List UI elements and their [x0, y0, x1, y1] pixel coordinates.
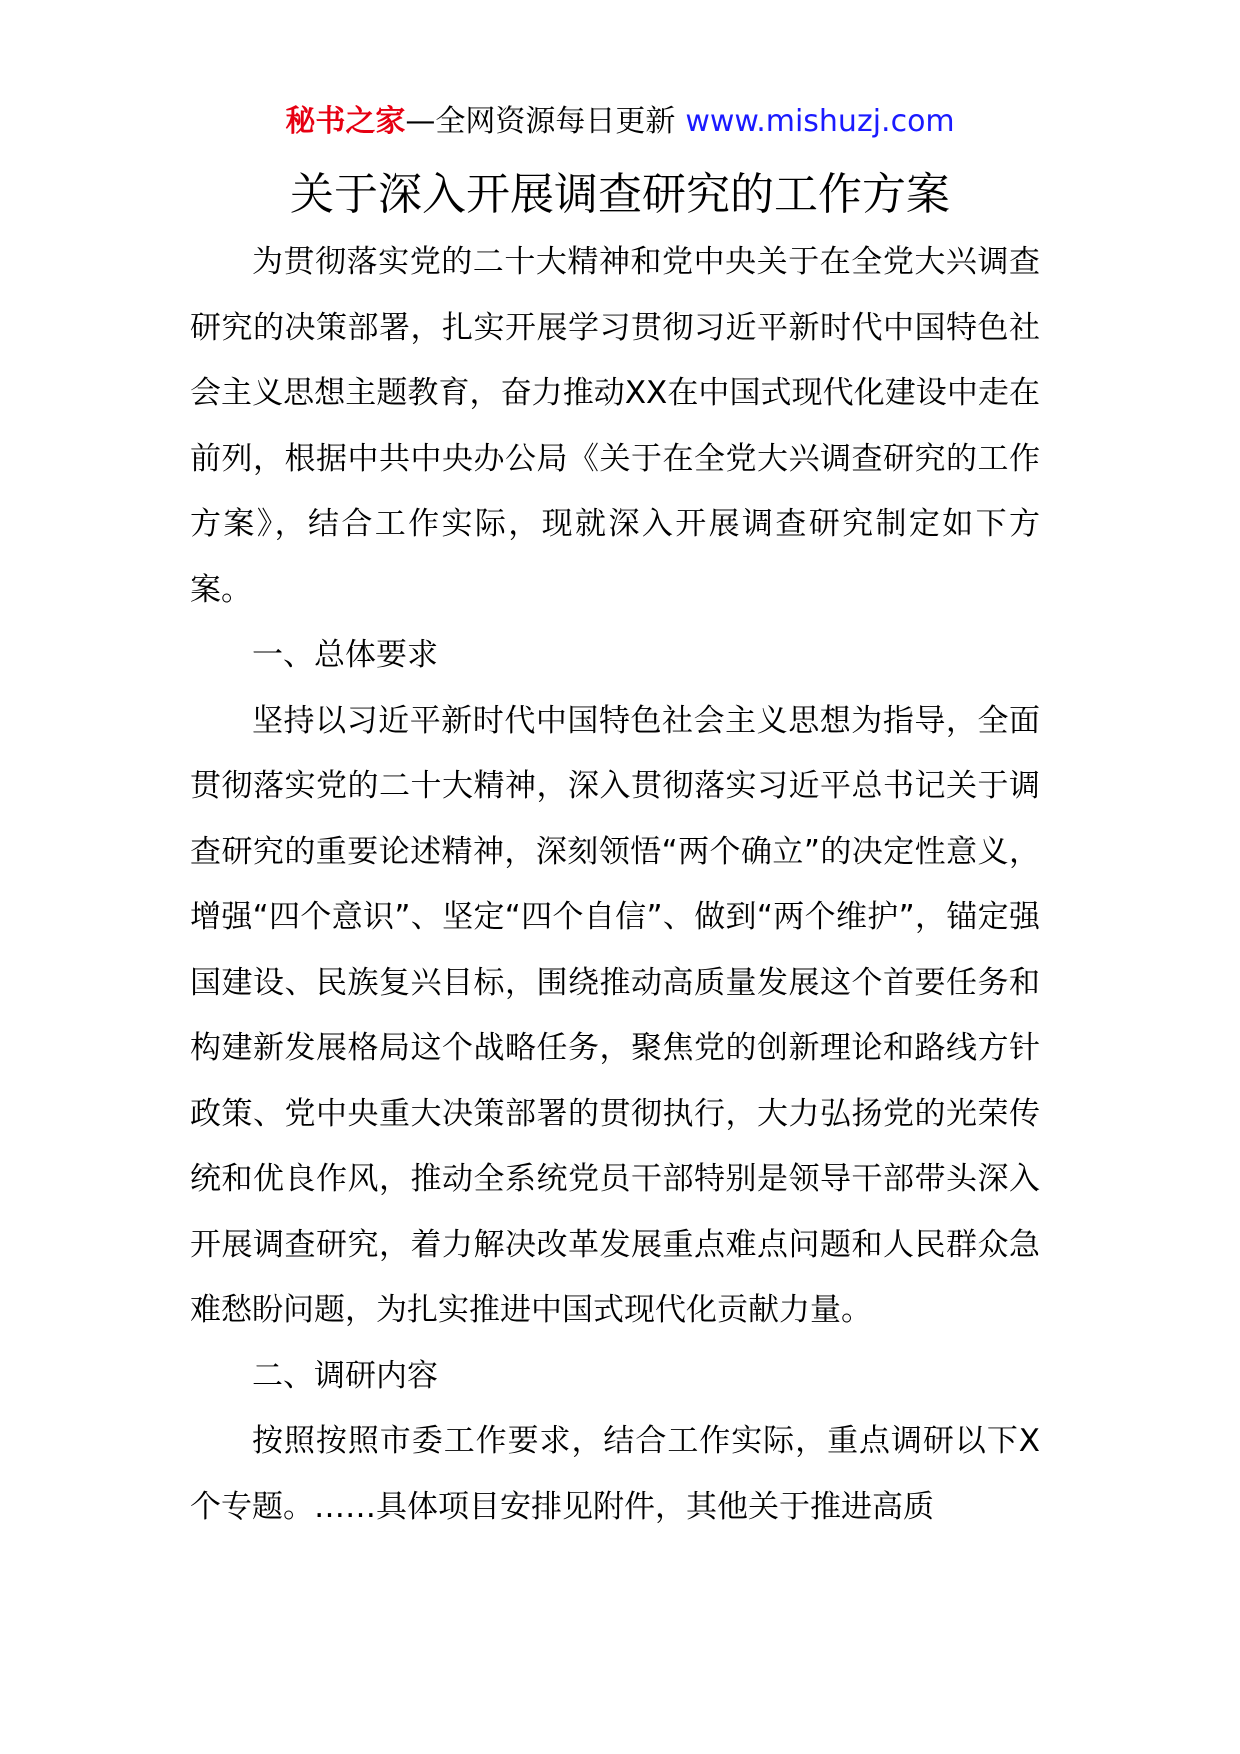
research-content-paragraph: 按照按照市委工作要求，结合工作实际，重点调研以下X个专题。……具体项目安排见附件，其他关于推进高质	[190, 1423, 1040, 1525]
site-tagline: —全网资源每日更新	[405, 104, 676, 139]
site-brand: 秘书之家	[285, 104, 406, 139]
document-title: 关于深入开展调查研究的工作方案	[290, 169, 950, 220]
general-requirements-paragraph: 坚持以习近平新时代中国特色社会主义思想为指导，全面贯彻落实党的二十大精神，深入贯彻落实习近平总书记关于调查研究的重要论述精神，深刻领悟“两个确立”的决定性意义，增强“四个意识”、坚定“四个自信”、做到“两个维护”，锚定强国建设、民族复兴目标，围绕推动高质量发展这个首要任务和构建新发展格局这个战略任务，聚焦党的创新理论和路线方针政策、党中央重大决策部署的贯彻执行，大力弘扬党的光荣传统和优良作风，推动全系统党员干部特别是领导干部带头深入开展调查研究，着力解决改革发展重点难点问题和人民群众急难愁盼问题，为扎实推进中国式现代化贡献力量。	[190, 702, 1040, 1328]
document-body	[190, 230, 1040, 1540]
intro-paragraph: 为贯彻落实党的二十大精神和党中央关于在全党大兴调查研究的决策部署，扎实开展学习贯彻习近平新时代中国特色社会主义思想主题教育，奋力推动XX在中国式现代化建设中走在前列，根据中共中央办公局《关于在全党大兴调查研究的工作方案》，结合工作实际，现就深入开展调查研究制定如下方案。	[190, 244, 1040, 608]
section-heading-general-requirements: 一、总体要求	[252, 637, 438, 673]
section-heading-research-content: 二、调研内容	[252, 1357, 438, 1394]
site-header	[0, 100, 1240, 144]
site-url-link[interactable]: www.mishuzj.com	[685, 104, 955, 139]
